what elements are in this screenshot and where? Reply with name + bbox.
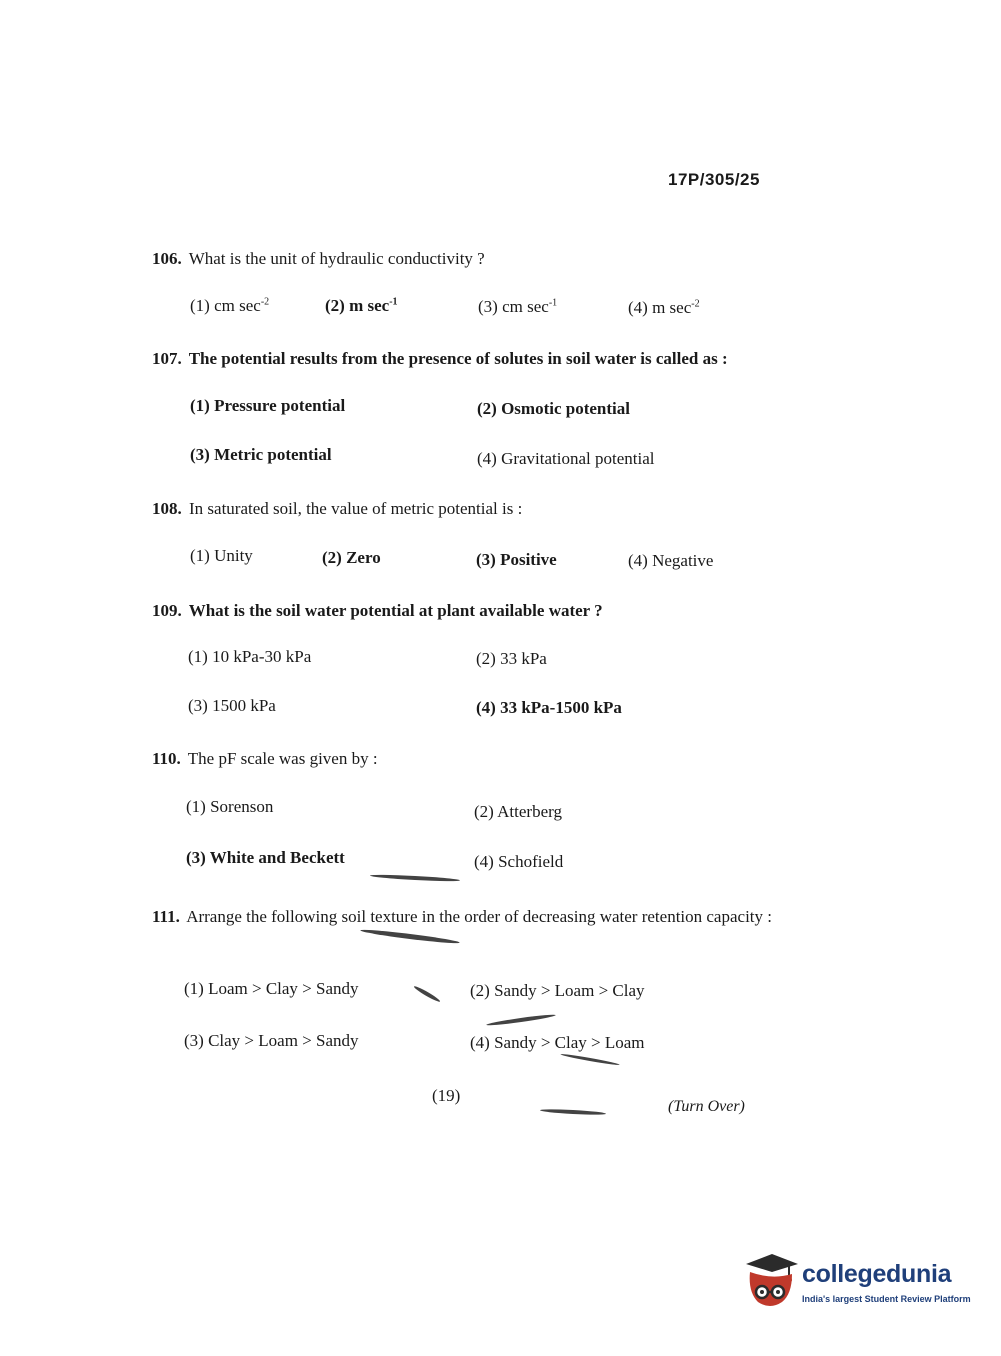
- logo-wordmark: collegedunia: [802, 1260, 952, 1288]
- option-2: (2) 33 kPa: [476, 649, 547, 668]
- question-number: 108.: [152, 499, 182, 518]
- option-1: (1) Unity: [190, 546, 253, 565]
- scan-smudge: [413, 985, 441, 1003]
- question-106: [152, 246, 772, 271]
- mascot-icon: [742, 1250, 800, 1310]
- option-4: (4) Schofield: [474, 852, 564, 871]
- scan-smudge: [540, 1108, 606, 1115]
- scan-smudge: [360, 928, 460, 945]
- option-4: (4) Sandy > Clay > Loam: [470, 1033, 645, 1052]
- option-2: (2) Atterberg: [474, 802, 562, 821]
- option-4: (4) Negative: [628, 551, 714, 570]
- option-1: (1) 10 kPa-30 kPa: [188, 647, 312, 666]
- option-1: (1) Pressure potential: [190, 396, 346, 415]
- question-110: [152, 746, 772, 771]
- option-4: (4) m $\sec^{-2}$: [628, 298, 700, 317]
- question-108: [152, 496, 772, 521]
- question-111: [152, 904, 772, 930]
- option-3: (3) White and Beckett: [186, 848, 345, 867]
- question-text: Arrange the following soil texture in the order of decreasing water retention capacity :: [186, 907, 772, 926]
- question-text: What is the soil water potential at plant available water ?: [188, 601, 603, 620]
- question-number: 110.: [152, 749, 181, 768]
- paper-code: 17P/305/25: [668, 170, 760, 189]
- question-number: 106.: [152, 249, 182, 268]
- question-text: The potential results from the presence of solutes in soil water is called as :: [188, 349, 728, 368]
- option-4: (4) Gravitational potential: [477, 449, 655, 468]
- scan-smudge: [370, 874, 460, 883]
- option-2: (2) Sandy > Loam > Clay: [470, 981, 645, 1000]
- option-1: (1) cm $\sec^{-2}$: [190, 296, 270, 315]
- question-text: The pF scale was given by :: [187, 749, 378, 768]
- scan-smudge: [560, 1053, 620, 1066]
- question-number: 107.: [152, 349, 182, 368]
- option-3: (3) 1500 kPa: [188, 696, 276, 715]
- collegedunia-logo: [742, 1250, 972, 1310]
- question-number: 109.: [152, 601, 182, 620]
- scan-smudge: [486, 1013, 556, 1027]
- option-4: (4) 33 kPa-1500 kPa: [476, 698, 622, 717]
- option-3: (3) Clay > Loam > Sandy: [184, 1031, 359, 1050]
- option-2: (2) m $\sec^{-1}$: [325, 296, 398, 315]
- option-3: (3) Positive: [476, 550, 557, 569]
- page-number: (19): [432, 1086, 461, 1105]
- question-number: 111.: [152, 907, 180, 926]
- logo-tagline: India's largest Student Review Platform: [802, 1294, 971, 1304]
- option-1: (1) Loam > Clay > Sandy: [184, 979, 359, 998]
- option-2: (2) Osmotic potential: [477, 399, 630, 418]
- option-3: (3) Metric potential: [190, 445, 332, 464]
- option-2: (2) Zero: [322, 548, 381, 567]
- option-1: (1) Sorenson: [186, 797, 274, 816]
- question-text: What is the unit of hydraulic conductivity ?: [188, 249, 485, 268]
- question-109: [152, 598, 772, 623]
- question-107: [152, 346, 792, 371]
- turn-over-label: (Turn Over): [668, 1098, 745, 1115]
- question-text: In saturated soil, the value of metric potential is :: [189, 499, 523, 518]
- option-3: (3) cm $\sec^{-1}$: [478, 297, 558, 316]
